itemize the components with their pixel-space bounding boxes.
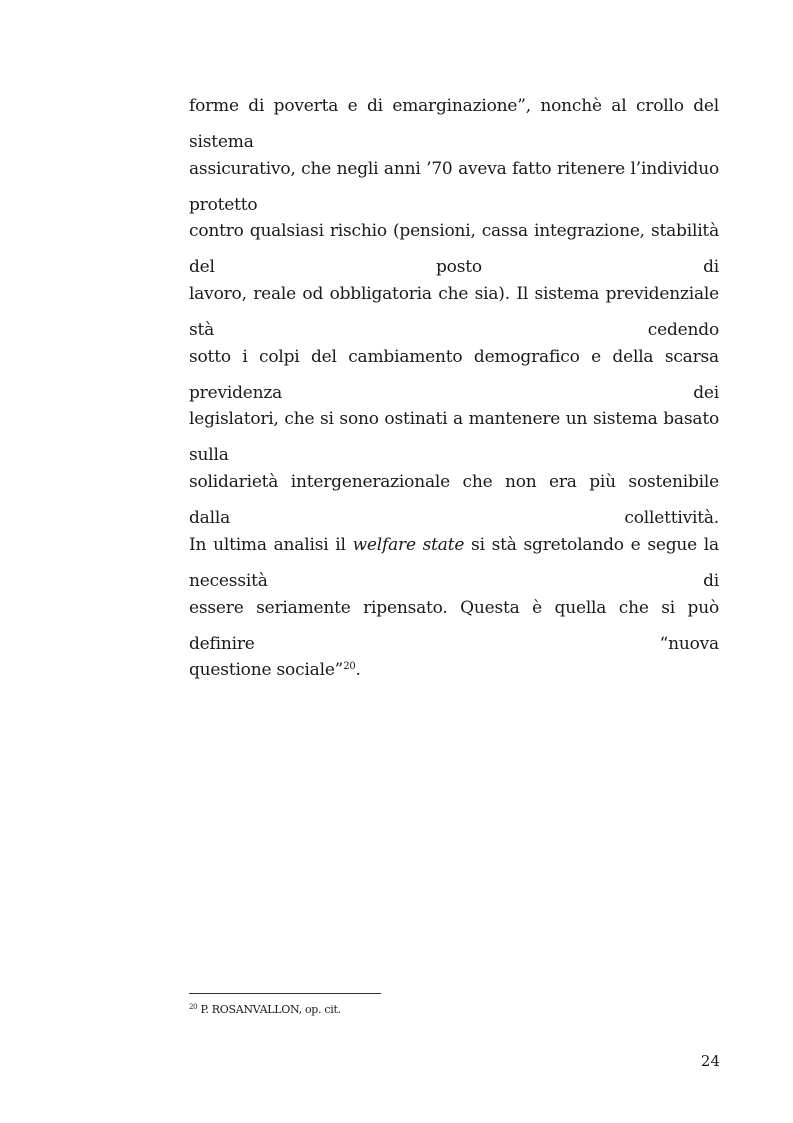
text-line: essere seriamente ripensato. Questa è quella che si può definire “nuova: [189, 597, 719, 654]
text-line: [189, 652, 719, 715]
text-line: lavoro, reale od obbligatoria che sia). Il sistema previdenziale stà cedendo: [189, 284, 719, 341]
footnote-reference[interactable]: 20: [343, 661, 356, 673]
page-number: 24: [700, 1052, 720, 1070]
footnote-text: P. ROSANVALLON, op. cit.: [197, 1003, 341, 1016]
text-line: assicurativo, che negli anni ’70 aveva fatto ritenere l’individuo protetto: [189, 158, 719, 215]
text-line: contro qualsiasi rischio (pensioni, cassa integrazione, stabilità del posto di: [189, 221, 719, 278]
footnote: [189, 1003, 341, 1017]
text-segment: In ultima analisi il: [189, 534, 353, 555]
italic-term: welfare state: [352, 534, 465, 555]
text-line: sotto i colpi del cambiamento demografico e della scarsa previdenza dei: [189, 346, 719, 403]
footnote-number: 20: [189, 1003, 198, 1011]
text-segment: questione sociale”: [189, 660, 344, 681]
text-line: [189, 527, 719, 590]
text-segment: .: [355, 660, 361, 681]
text-segment: si stà sgretolando e segue la necessità di: [189, 534, 719, 591]
text-line: solidarietà intergenerazionale che non era più sostenibile dalla collettività.: [189, 472, 719, 529]
footnote-divider: [189, 993, 381, 994]
body-text: [189, 88, 719, 715]
text-line: legislatori, che si sono ostinati a mantenere un sistema basato sulla: [189, 409, 719, 466]
text-line: forme di poverta e di emarginazione”, nonchè al crollo del sistema: [189, 96, 719, 152]
